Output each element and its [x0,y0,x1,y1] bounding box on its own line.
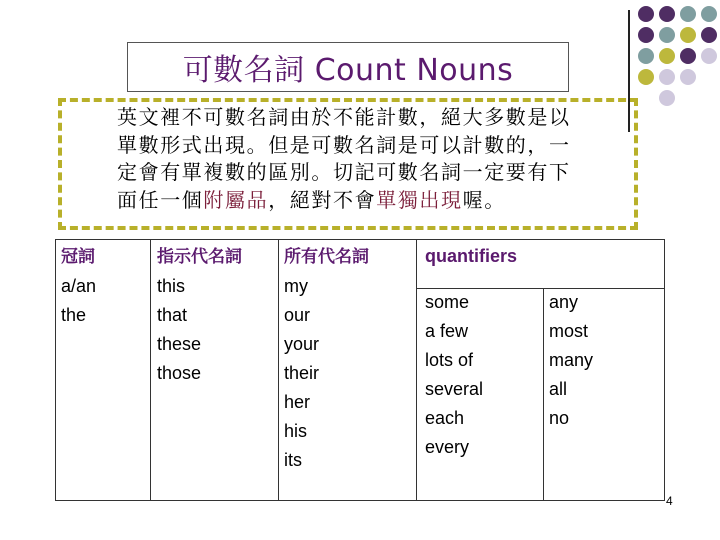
table-cell: a/an [61,276,97,296]
articles-header: 冠詞 [61,247,95,267]
column-divider [416,240,417,500]
demonstratives-header: 指示代名詞 [157,247,242,267]
table-cell: their [284,363,320,383]
table-cell: many [549,350,594,370]
demonstratives-column [157,243,242,388]
intro-line: 英文裡不可數名詞由於不能計數，絕大多數是以 [117,105,571,129]
dot [638,27,654,43]
table-cell: her [284,392,311,412]
table-cell: our [284,305,311,325]
intro-line: 單數形式出現。但是可數名詞是可以計數的，一 [117,132,571,157]
page-number: 4 [666,494,673,508]
table-cell: every [425,437,470,457]
dot [701,27,717,43]
table-cell: any [549,292,579,312]
table-cell: its [284,450,302,470]
quantifiers-column-1 [425,288,483,462]
dot [701,48,717,64]
highlight-attachment: 附屬品 [203,187,269,212]
column-divider [278,240,279,500]
quantifiers-header: quantifiers [425,246,518,266]
slide-title-text: 可數名詞 Count Nouns [182,53,514,88]
table-cell: this [157,276,186,296]
table-cell: several [425,379,484,399]
decorative-dot-grid [638,6,720,116]
dot [680,6,696,22]
dot [659,90,675,106]
possessives-column [284,243,369,475]
intro-line: 定會有單複數的區別。切記可數名詞一定要有下 [117,160,571,184]
table-cell: your [284,334,320,354]
table-cell: some [425,292,470,312]
dot [680,69,696,85]
dot [659,27,675,43]
table-cell: most [549,321,589,341]
dot [659,48,675,64]
table-cell: each [425,408,465,428]
table-cell: that [157,305,188,325]
table-cell: my [284,276,308,296]
table-cell: a few [425,321,469,341]
table-cell: the [61,305,87,325]
intro-line [117,187,622,215]
intro-text-segment: 面任一個 [117,187,204,212]
table-cell: all [549,379,568,399]
dot [659,69,675,85]
table-cell: no [549,408,570,428]
quantifiers-column-2 [549,288,593,433]
dot [680,48,696,64]
table-cell: those [157,363,202,383]
dot [638,48,654,64]
highlight-standalone: 單獨出現 [376,187,463,212]
dot [701,6,717,22]
slide-title [127,42,569,92]
table-cell: these [157,334,202,354]
articles-column [61,243,96,330]
dot [638,6,654,22]
intro-paragraph [117,104,622,214]
dot [659,6,675,22]
dot [680,27,696,43]
possessives-header: 所有代名詞 [284,247,369,267]
table-cell: his [284,421,308,441]
intro-text-segment: ，絕對不會 [268,187,377,212]
table-cell: lots of [425,350,474,370]
column-divider [150,240,151,500]
column-divider [543,288,544,500]
dot [638,69,654,85]
intro-text-segment: 喔。 [462,187,506,212]
